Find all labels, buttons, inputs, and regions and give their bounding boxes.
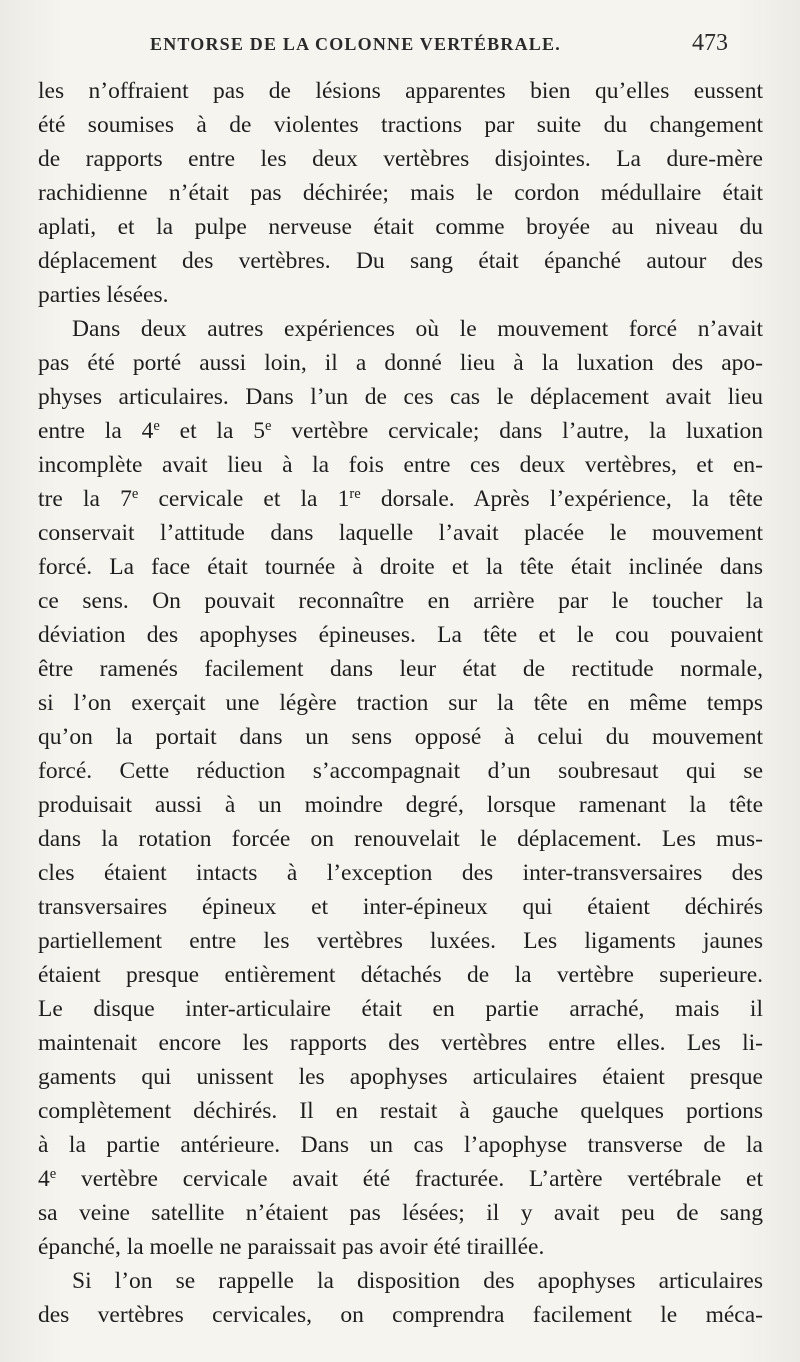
text-line: épanché, la moelle ne paraissait pas avoir été tiraillée. — [38, 1234, 545, 1260]
page-header — [0, 30, 800, 70]
text-line: des vertèbres cervicales, on comprendra facilement le méca- — [38, 1302, 763, 1328]
text-line: pas été porté aussi loin, il a donné lieu à la luxation des apo- — [38, 350, 763, 376]
text-line: entre la 4e et la 5e vertèbre cervicale; dans l’autre, la luxation — [38, 418, 763, 444]
text-line: de rapports entre les deux vertèbres disjointes. La dure-mère — [38, 146, 763, 172]
text-line: conservait l’attitude dans laquelle l’avait placée le mouvement — [38, 520, 763, 546]
text-line: les n’offraient pas de lésions apparentes bien qu’elles eussent — [38, 78, 763, 104]
text-line: rachidienne n’était pas déchirée; mais le cordon médullaire était — [38, 180, 763, 206]
text-line: déviation des apophyses épineuses. La tête et le cou pouvaient — [38, 622, 763, 648]
text-line: être ramenés facilement dans leur état de rectitude normale, — [38, 656, 763, 682]
text-line: étaient presque entièrement détachés de la vertèbre superieure. — [38, 962, 763, 988]
page-number: 473 — [692, 30, 728, 56]
text-line: Dans deux autres expériences où le mouvement forcé n’avait — [72, 316, 763, 342]
text-line: 4e vertèbre cervicale avait été fracturée. L’artère vertébrale et — [38, 1166, 763, 1192]
running-title: ENTORSE DE LA COLONNE VERTÉBRALE. — [150, 34, 561, 54]
text-line: tre la 7e cervicale et la 1re dorsale. Après l’expérience, la tête — [38, 486, 763, 512]
text-line: dans la rotation forcée on renouvelait le déplacement. Les mus- — [38, 826, 763, 852]
text-line: aplati, et la pulpe nerveuse était comme broyée au niveau du — [38, 214, 763, 240]
text-line: Si l’on se rappelle la disposition des apophyses articulaires — [72, 1268, 763, 1294]
text-line: transversaires épineux et inter-épineux qui étaient déchirés — [38, 894, 763, 920]
text-line: physes articulaires. Dans l’un de ces cas le déplacement avait lieu — [38, 384, 763, 410]
text-line: produisait aussi à un moindre degré, lorsque ramenant la tête — [38, 792, 763, 818]
text-line: partiellement entre les vertèbres luxées. Les ligaments jaunes — [38, 928, 763, 954]
text-line: forcé. La face était tournée à droite et la tête était inclinée dans — [38, 554, 763, 580]
text-line: gaments qui unissent les apophyses articulaires étaient presque — [38, 1064, 763, 1090]
text-line: sa veine satellite n’étaient pas lésées; il y avait peu de sang — [38, 1200, 763, 1226]
text-line: à la partie antérieure. Dans un cas l’apophyse transverse de la — [38, 1132, 763, 1158]
text-line: été soumises à de violentes tractions par suite du changement — [38, 112, 763, 138]
text-line: maintenait encore les rapports des vertèbres entre elles. Les li- — [38, 1030, 763, 1056]
text-line: incomplète avait lieu à la fois entre ces deux vertèbres, et en- — [38, 452, 763, 478]
body-text — [38, 74, 763, 1332]
text-line: cles étaient intacts à l’exception des inter-transversaires des — [38, 860, 763, 886]
text-line: ce sens. On pouvait reconnaître en arrière par le toucher la — [38, 588, 763, 614]
text-line: Le disque inter-articulaire était en partie arraché, mais il — [38, 996, 763, 1022]
text-line: qu’on la portait dans un sens opposé à celui du mouvement — [38, 724, 763, 750]
text-line: parties lésées. — [38, 282, 169, 308]
text-line: si l’on exerçait une légère traction sur la tête en même temps — [38, 690, 763, 716]
text-line: complètement déchirés. Il en restait à gauche quelques portions — [38, 1098, 763, 1124]
text-line: forcé. Cette réduction s’accompagnait d’un soubresaut qui se — [38, 758, 763, 784]
text-line: déplacement des vertèbres. Du sang était épanché autour des — [38, 248, 763, 274]
